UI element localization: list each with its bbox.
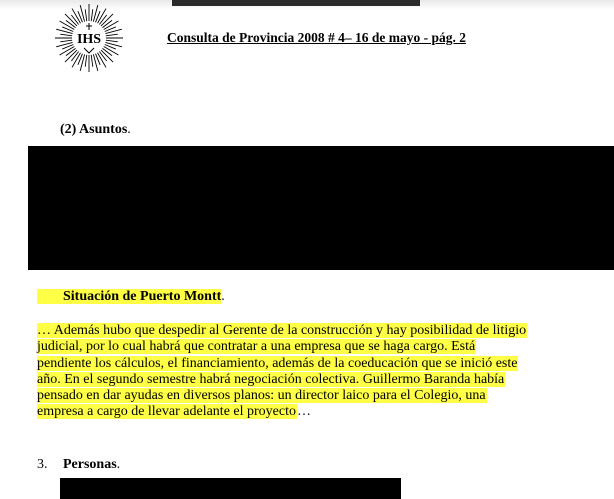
paragraph-line-text: pendiente los cálculos, el financiamiento, además de la coeducación que se inició este <box>37 355 518 371</box>
section-heading-personas-text: Personas <box>63 457 117 472</box>
subsection-heading-text: Situación de Puerto Montt <box>37 289 221 304</box>
paragraph-line <box>37 372 607 388</box>
paragraph-line-text: pensado en dar ayudas en diversos planos: un director laico para el Colegio, una <box>37 388 486 404</box>
section-heading-personas <box>37 457 120 473</box>
paragraph-line <box>37 404 607 420</box>
paragraph-line <box>37 356 607 372</box>
paragraph-line <box>37 323 607 339</box>
seal-ray <box>60 34 72 36</box>
seal-ray <box>66 20 76 27</box>
seal-ray <box>71 15 78 25</box>
paragraph-line <box>37 388 607 404</box>
page-header-title: Consulta de Provincia 2008 # 4– 16 de mayo - pág. 2 <box>167 30 467 45</box>
paragraph-line-text: empresa a cargo de llevar adelante el proyecto <box>37 404 296 420</box>
seal-ray <box>91 9 93 21</box>
seal-ray <box>106 34 118 36</box>
subsection-heading <box>37 289 225 305</box>
seal-ray <box>106 40 118 42</box>
seal-ray <box>99 51 106 61</box>
paragraph-ellipsis: … <box>297 404 311 420</box>
ihs-seal-logo <box>53 2 125 74</box>
section-heading-personas-punct: . <box>116 457 121 472</box>
seal-text: IHS <box>76 32 102 47</box>
paragraph-line-text: año. En el segundo semestre habrá negociación colectiva. Guillermo Baranda había <box>37 371 505 387</box>
seal-ray <box>85 9 87 21</box>
paragraph-line-text: judicial, por lo cual habrá que contratar a una empresa que se haga cargo. Está <box>37 339 476 355</box>
seal-ray <box>60 40 72 42</box>
top-redaction-bar <box>172 0 420 6</box>
section-heading-asuntos <box>60 122 131 138</box>
section-number: 3. <box>37 457 48 472</box>
redacted-block <box>28 146 614 270</box>
seal-ray <box>102 48 112 55</box>
paragraph-line <box>37 339 607 355</box>
seal-ray <box>66 48 76 55</box>
paragraph-line-text: … Además hubo que despedir al Gerente de la construcción y hay posibilidad de litigio <box>37 323 527 338</box>
redacted-block <box>60 478 401 499</box>
seal-ray <box>102 20 112 27</box>
seal-ray <box>91 55 93 67</box>
highlighted-paragraph <box>37 323 607 421</box>
section-heading-asuntos-punct: . <box>127 122 131 137</box>
seal-ray <box>71 51 78 61</box>
section-heading-asuntos-text: (2) Asuntos <box>60 122 128 137</box>
seal-ray <box>99 15 106 25</box>
seal-ray <box>85 55 87 67</box>
subsection-heading-punct: . <box>221 289 225 304</box>
